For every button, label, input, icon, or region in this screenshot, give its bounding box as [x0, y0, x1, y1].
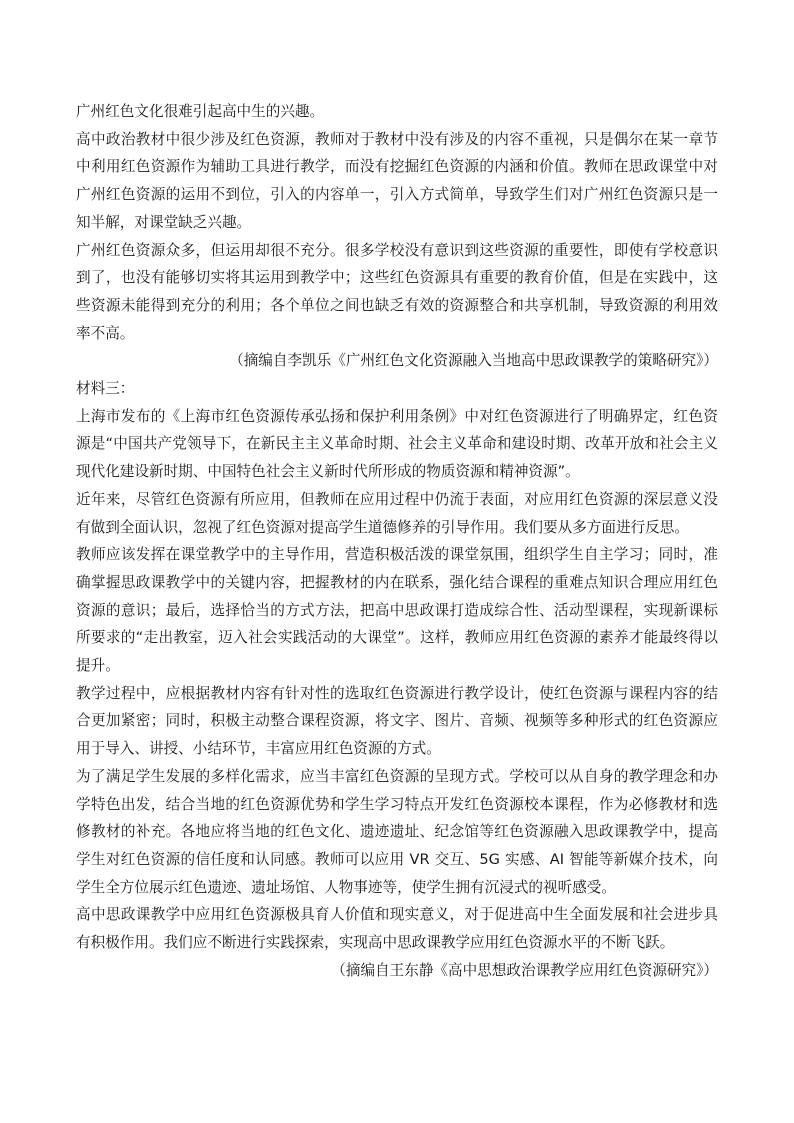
paragraph: 上海市发布的《上海市红色资源传承弘扬和保护利用条例》中对红色资源进行了明确界定，红色资源是“中国共产党领导下，在新民主主义革命时期、社会主义革命和建设时期、改革开放和社会主义现代化建设新时期、中国特色社会主义新时代所形成的物质资源和精神资源”。	[76, 407, 718, 481]
paragraph: 教师应该发挥在课堂教学中的主导作用，营造积极活泼的课堂氛围，组织学生自主学习；同时，准确掌握思政课教学中的关键内容，把握教材的内在联系，强化结合课程的重难点知识合理应用红色资源的意识；最后，选择恰当的方式方法，把高中思政课打造成综合性、活动型课程，实现新课标所要求的“走出教室，迈入社会实践活动的大课堂”。这样，教师应用红色资源的素养才能最终得以提升。	[76, 546, 718, 675]
paragraph: 广州红色资源众多，但运用却很不充分。很多学校没有意识到这些资源的重要性，即使有学校意识到了，也没有能够切实将其运用到教学中；这些红色资源具有重要的教育价值，但是在实践中，这些资源未能得到充分的利用；各个单位之间也缺乏有效的资源整合和共享机制，导致资源的利用效率不高。	[76, 241, 718, 342]
paragraph: 教学过程中，应根据教材内容有针对性的选取红色资源进行教学设计，使红色资源与课程内容的结合更加紧密；同时，积极主动整合课程资源，将文字、图片、音频、视频等多种形式的红色资源应用于导入、讲授、小结环节，丰富应用红色资源的方式。	[76, 684, 718, 758]
paragraph: 高中政治教材中很少涉及红色资源，教师对于教材中没有涉及的内容不重视，只是偶尔在某一章节中利用红色资源作为辅助工具进行教学，而没有挖掘红色资源的内涵和价值。教师在思政课堂中对广州红色资源的运用不到位，引入的内容单一，引入方式简单，导致学生们对广州红色资源只是一知半解，对课堂缺乏兴趣。	[76, 130, 718, 231]
paragraph: 近年来，尽管红色资源有所应用，但教师在应用过程中仍流于表面，对应用红色资源的深层意义没有做到全面认识，忽视了红色资源对提高学生道德修养的引导作用。我们要从多方面进行反思。	[76, 490, 718, 536]
paragraph: 高中思政课教学中应用红色资源极具育人价值和现实意义，对于促进高中生全面发展和社会进步具有积极作用。我们应不断进行实践探索，实现高中思政课教学应用红色资源水平的不断飞跃。	[76, 906, 718, 952]
paragraph: 为了满足学生发展的多样化需求，应当丰富红色资源的呈现方式。学校可以从自身的教学理念和办学特色出发，结合当地的红色资源优势和学生学习特点开发红色资源校本课程，作为必修教材和选修教材的补充。各地应将当地的红色文化、遗迹遗址、纪念馆等红色资源融入思政课教学中，提高学生对红色资源的信任度和认同感。教师可以应用 VR 交互、5G 实感、AI 智能等新媒介技术，向学生全方位展示红色遗迹、遗址场馆、人物事迹等，使学生拥有沉浸式的视听感受。	[76, 767, 718, 896]
source-citation: （摘编自王东静《高中思想政治课教学应用红色资源研究》）	[331, 961, 718, 979]
section-heading: 材料三：	[76, 380, 135, 398]
paragraph: 广州红色文化很难引起高中生的兴趣。	[76, 103, 325, 120]
source-citation: （摘编自李凯乐《广州红色文化资源融入当地高中思政课教学的策略研究》）	[229, 352, 718, 370]
document-page	[76, 98, 718, 985]
